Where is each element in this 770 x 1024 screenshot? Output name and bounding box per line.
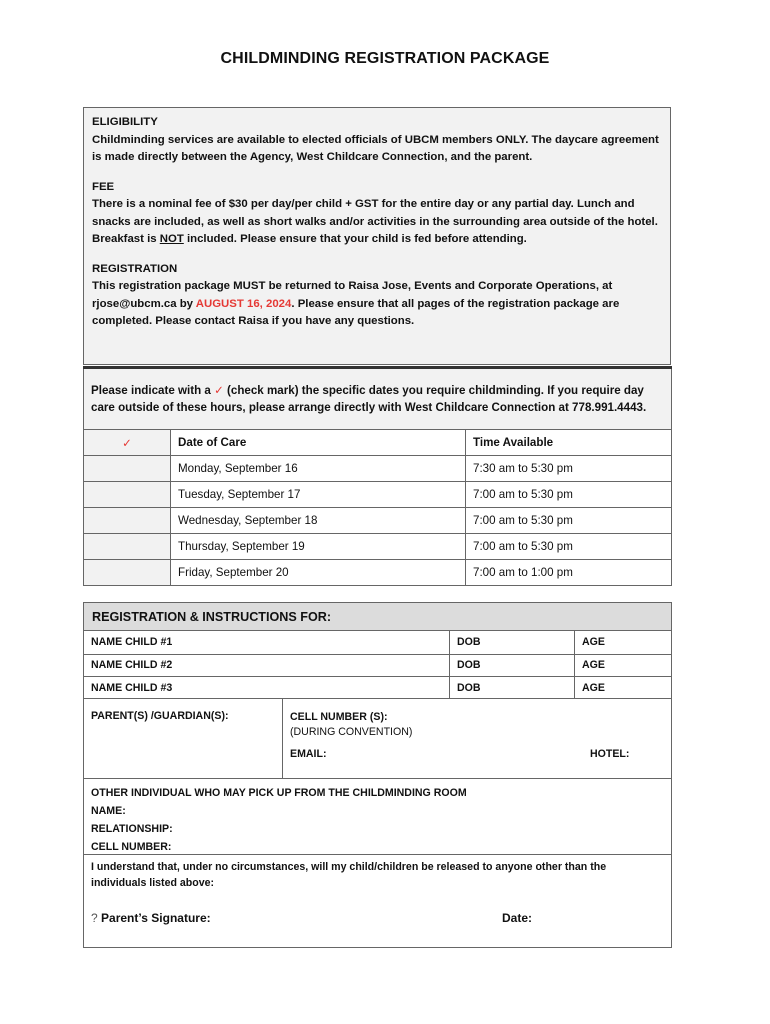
table-row	[84, 534, 672, 560]
understand-text: I understand that, under no circumstances, will my child/children be released to anyone other than the individuals listed above:	[91, 861, 607, 889]
date-field[interactable]: Date:	[502, 911, 533, 925]
signature-marker-icon: ?	[91, 911, 98, 925]
registration-deadline: AUGUST 16, 2024	[195, 297, 292, 310]
child-row-3	[84, 676, 671, 699]
dates-instr-before: Please indicate with a	[91, 383, 215, 397]
other-individual-row	[84, 778, 671, 855]
other-individual-block	[91, 784, 467, 854]
child-name-field[interactable]: NAME CHILD #3	[91, 682, 173, 694]
date-cell: Tuesday, September 17	[171, 482, 466, 508]
other-name-field[interactable]: NAME:	[91, 805, 126, 817]
other-relationship-field[interactable]: RELATIONSHIP:	[91, 823, 173, 835]
date-cell: Friday, September 20	[171, 560, 466, 586]
dates-instructions-row	[84, 368, 672, 430]
page-title: CHILDMINDING REGISTRATION PACKAGE	[220, 50, 550, 67]
table-row	[84, 482, 672, 508]
time-cell: 7:00 am to 5:30 pm	[466, 534, 672, 560]
table-row	[84, 508, 672, 534]
date-checkbox-cell[interactable]	[84, 456, 171, 482]
time-cell: 7:00 am to 5:30 pm	[466, 482, 672, 508]
child-age-field[interactable]: AGE	[582, 659, 605, 671]
cell-number-note: (DURING CONVENTION)	[290, 726, 413, 738]
fee-heading: FEE	[92, 180, 115, 193]
registration-form	[83, 602, 672, 948]
date-checkbox-cell[interactable]	[84, 482, 171, 508]
child-row-1	[84, 631, 671, 655]
registration-heading: REGISTRATION	[92, 262, 178, 275]
hotel-field[interactable]: HOTEL:	[590, 748, 630, 760]
signature-field[interactable]	[91, 911, 211, 925]
time-cell: 7:00 am to 5:30 pm	[466, 508, 672, 534]
dates-header-row	[84, 430, 672, 456]
child-dob-field[interactable]: DOB	[457, 636, 481, 648]
date-checkbox-cell[interactable]	[84, 560, 171, 586]
registration-text-before: This registration package MUST be returned to Raisa Jose, Events and Corporate Operations, at rjose@ubcm.ca by	[92, 280, 613, 310]
time-cell: 7:30 am to 5:30 pm	[466, 456, 672, 482]
dates-instr-after: (check mark) the specific dates you require childminding. If you require day care outside of these hours, please arrange directly with West Childcare Connection at 778.991.4443.	[91, 383, 647, 414]
fee-text	[92, 196, 662, 249]
registration-form-heading: REGISTRATION & INSTRUCTIONS FOR:	[84, 603, 671, 631]
date-checkbox-cell[interactable]	[84, 534, 171, 560]
email-field[interactable]: EMAIL:	[290, 748, 327, 760]
date-cell: Thursday, September 19	[171, 534, 466, 560]
eligibility-heading: ELIGIBILITY	[92, 116, 158, 128]
date-column-header: Date of Care	[171, 430, 466, 456]
info-box	[83, 107, 671, 365]
child-name-field[interactable]: NAME CHILD #1	[91, 636, 173, 648]
child-name-field[interactable]: NAME CHILD #2	[91, 659, 173, 671]
child-row-2	[84, 654, 671, 677]
time-cell: 7:00 am to 1:00 pm	[466, 560, 672, 586]
cell-number-label: CELL NUMBER (S):	[290, 711, 388, 723]
other-individual-heading: OTHER INDIVIDUAL WHO MAY PICK UP FROM THE CHILDMINDING ROOM	[91, 787, 467, 799]
fee-section	[92, 179, 662, 249]
table-row	[84, 560, 672, 586]
eligibility-section	[92, 114, 662, 167]
signature-label: Parent’s Signature:	[101, 911, 211, 925]
check-mark-icon: ✓	[122, 436, 132, 450]
check-column-header	[84, 430, 171, 456]
other-cell-field[interactable]: CELL NUMBER:	[91, 841, 172, 853]
date-checkbox-cell[interactable]	[84, 508, 171, 534]
check-mark-icon: ✓	[214, 383, 224, 397]
child-dob-field[interactable]: DOB	[457, 682, 481, 694]
fee-text-before: There is a nominal fee of $30 per day/per child + GST for the entire day or any partial day. Lunch and snacks are included, as well as short walks and/or activities in the surrounding area outside of the hotel. Breakfast is	[92, 198, 658, 245]
eligibility-text: Childminding services are available to elected officials of UBCM members ONLY. The daycare agreement is made directly between the Agency, West Childcare Connection, and the parent.	[92, 133, 659, 163]
parents-field[interactable]: PARENT(S) /GUARDIAN(S):	[91, 710, 229, 722]
child-age-field[interactable]: AGE	[582, 682, 605, 694]
registration-text-after: . Please ensure that all pages of the registration package are completed. Please contact Raisa if you have any questions.	[92, 297, 620, 327]
dates-instructions	[84, 368, 672, 430]
fee-text-after: included. Please ensure that your child is fed before attending.	[183, 233, 527, 245]
table-row	[84, 456, 672, 482]
date-cell: Monday, September 16	[171, 456, 466, 482]
date-cell: Wednesday, September 18	[171, 508, 466, 534]
dates-table	[83, 366, 672, 586]
time-column-header: Time Available	[466, 430, 672, 456]
registration-section	[92, 261, 662, 331]
fee-not-underlined: NOT	[159, 233, 184, 245]
registration-text	[92, 278, 662, 331]
parent-row	[84, 698, 671, 779]
child-age-field[interactable]: AGE	[582, 636, 605, 648]
child-dob-field[interactable]: DOB	[457, 659, 481, 671]
